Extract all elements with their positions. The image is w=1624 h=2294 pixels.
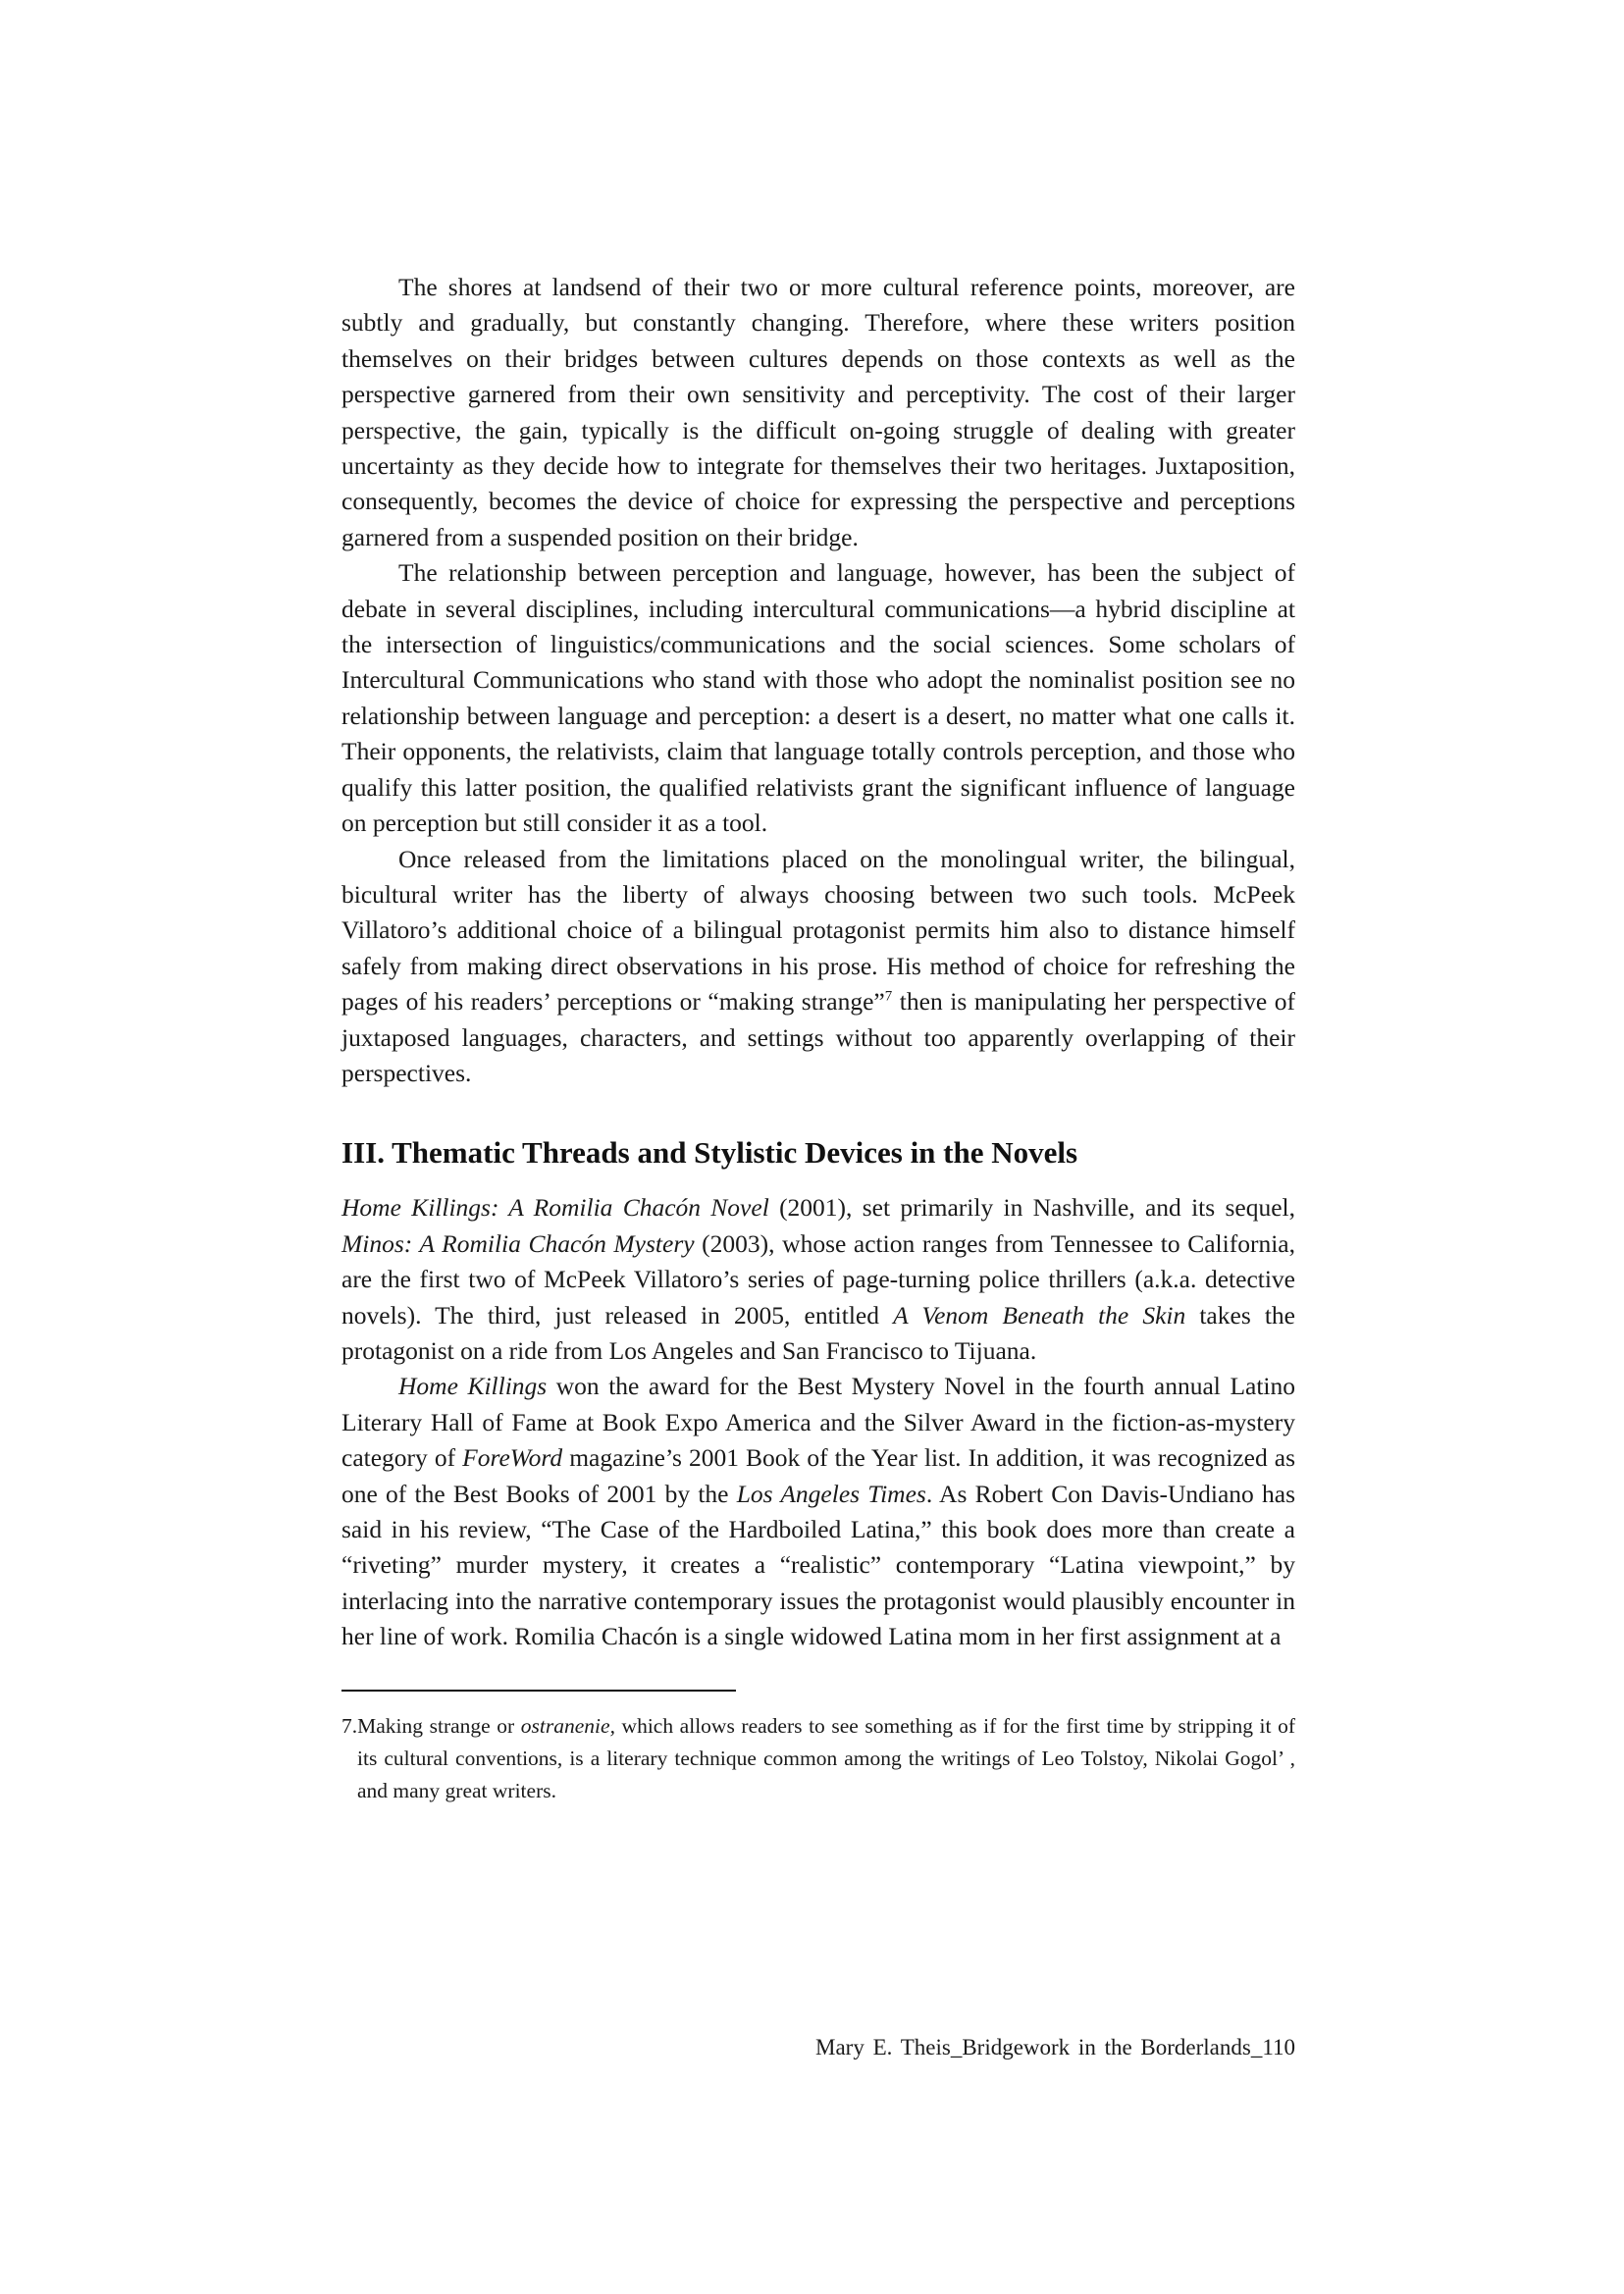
footnote-text: 7.Making strange or [341, 1713, 521, 1738]
footnote-reference: 7 [884, 988, 893, 1005]
book-title: A Venom Beneath the Skin [893, 1300, 1186, 1329]
section-heading: III. Thematic Threads and Stylistic Devices in the Novels [341, 1135, 1078, 1171]
book-title: Home Killings [398, 1372, 548, 1401]
paragraph-text: (2003), whose action ranges from Tennessee to California, are the first two of McPeek Villatoro’s series of page-turning police thrillers (a.k.a. detective novels). The third, just released in 2005, entitled [341, 1228, 1295, 1329]
paragraph-shores: The shores at landsend of their two or more cultural reference points, moreover, are subtly and gradually, but constantly changing. Therefore, where these writers position themselves on their bridges between cultures depends on those contexts as well as the perspective garnered from their own sensitivity and perceptivity. The cost of their larger perspective, the gain, typically is the difficult on-going struggle of dealing with greater uncertainty as they decide how to integrate for themselves their two heritages. Juxtaposition, consequently, becomes the device of choice for expressing the perspective and perceptions garnered from a suspended position on their bridge. [341, 273, 1295, 551]
footnote-text: which allows readers to see something as if for the first time by stripping it of its cultural conventions, is a literary technique common among the writings of Leo Tolstoy, Nikolai Gogol’ , and many great writers. [357, 1713, 1295, 1802]
paragraph-novels [341, 1190, 1295, 1369]
page-content [341, 270, 1295, 1807]
paragraph-text: won the award for the Best Mystery Novel in the fourth annual Latino Literary Hall of Fame at Book Expo America and the Silver Award in the fiction-as-mystery category of [341, 1372, 1296, 1473]
footnote-7 [341, 1710, 1295, 1807]
footnote-term: ostranenie, [520, 1713, 615, 1738]
paragraph-home-killings [341, 1369, 1295, 1654]
paragraph-text: takes the protagonist on a ride from Los Angeles and San Francisco to Tijuana. [341, 1300, 1295, 1365]
book-title: Home Killings: A Romilia Chacón Novel [341, 1193, 769, 1223]
book-title: Minos: A Romilia Chacón Mystery [341, 1228, 695, 1258]
paragraph-text: . As Robert Con Davis-Undiano has said in his review, “The Case of the Hardboiled Latina,” this book does more than create a “riveting” murder mystery, it creates a “realistic” contemporary “Latina viewpoint,” by interlacing into the narrative contemporary issues the protagonist would plausibly encounter in her line of work. Romilia Chacón is a single widowed Latina mom in her first assignment at a [341, 1479, 1296, 1651]
magazine-title: ForeWord [462, 1443, 563, 1473]
body-text-section [341, 1190, 1295, 1654]
paragraph-text: magazine’s 2001 Book of the Year list. In addition, it was recognized as one of the Best Books of 2001 by the [341, 1443, 1295, 1508]
body-text [341, 270, 1295, 1091]
newspaper-title: Los Angeles Times [736, 1479, 926, 1508]
footnote-divider [341, 1690, 736, 1692]
paragraph-bilingual-writer [341, 842, 1295, 1092]
paragraph-bilingual-text: Once released from the limitations placed on the monolingual writer, the bilingual, bicultural writer has the liberty of always choosing between two such tools. McPeek Villatoro’s additional choice of a bilingual protagonist permits him also to distance himself safely from making direct observations in his prose. His method of choice for refreshing the pages of his readers’ perceptions or “making strange” [341, 844, 1295, 1017]
page-footer: Mary E. Theis_Bridgework in the Borderlands_110 [815, 2035, 1295, 2059]
paragraph-perception-language: The relationship between perception and language, however, has been the subject of debate in several disciplines, including intercultural communications—a hybrid discipline at the intersection of linguistics/communications and the social sciences. Some scholars of Intercultural Communications who stand with those who adopt the nominalist position see no relationship between language and perception: a desert is a desert, no matter what one calls it. Their opponents, the relativists, claim that language totally controls perception, and those who qualify this latter position, the qualified relativists grant the significant influence of language on perception but still consider it as a tool. [341, 558, 1295, 838]
paragraph-text: (2001), set primarily in Nashville, and its sequel, [768, 1193, 1295, 1223]
paragraph-bilingual-text-end: then is manipulating her perspective of juxtaposed languages, characters, and settings without too apparently overlapping of their perspectives. [341, 987, 1295, 1087]
